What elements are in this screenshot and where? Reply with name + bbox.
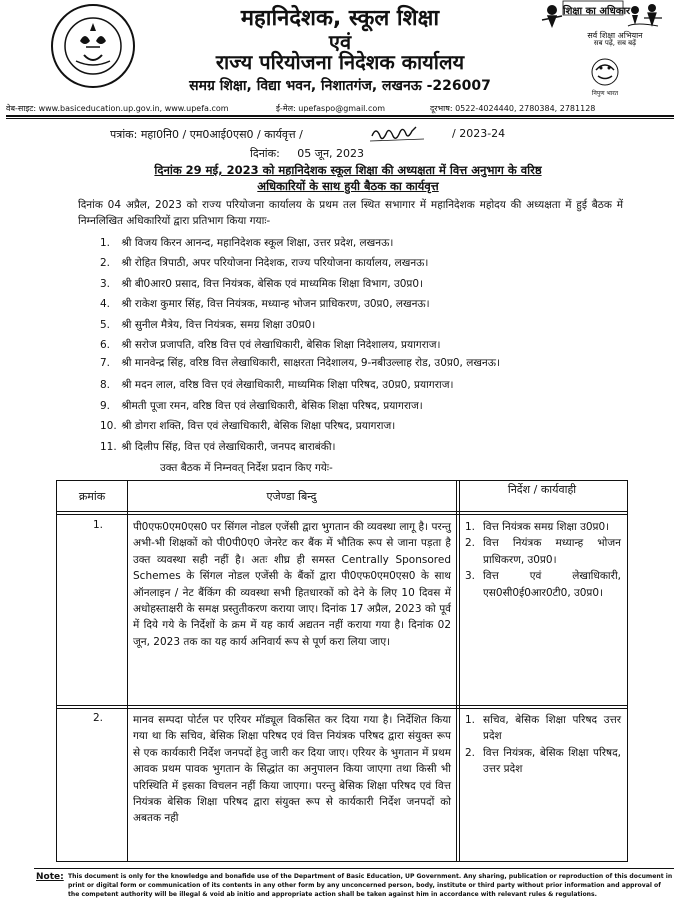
phone-text: दूरभाष: 0522-4024440, 2780384, 2781128 [430,104,596,113]
handwritten-number-icon [368,122,428,144]
table-row-actions [465,712,621,778]
action-item [465,535,621,568]
list-item-text: श्री सुनील मैत्रेय, वित्त नियंत्रक, समग्र शिक्षा उ0प्र0। [121,318,316,331]
header-divider-thin [6,118,674,119]
action-item-text: सचिव, बेसिक शिक्षा परिषद उत्तर प्रदेश [483,714,621,743]
list-item-number: 9. [100,399,111,412]
action-item-number: 1. [465,714,476,726]
list-item-text: श्री दिलीप सिंह, वित्त एवं लेखाधिकारी, जनपद बाराबंकी। [121,440,336,453]
list-item [100,315,630,335]
action-item-text: वित्त नियंत्रक मध्यान्ह भोजन प्राधिकरण, उ0प्र0। [483,537,621,566]
list-item [100,253,630,273]
contact-line [6,103,674,114]
list-item-text: श्री डोगरा शक्ति, वित्त एवं लेखाधिकारी, बेसिक शिक्षा परिषद, प्रयागराज। [121,420,396,433]
heading-line2: अधिकारियों के साथ हुयी बैठक का कार्यवृत्त [257,179,439,193]
table-row-agenda: पी0एफ0एम0एस0 पर सिंगल नोडल एजेंसी द्वारा भुगतान की व्यवस्था लागू है। परन्तु अभी-भी शिक्षकों को पी0पी0ए0 जेनरेट कर बैंक में भौतिक रूप से जाना पड़ता है उक्त व्यवस्था सही नहीं है। अतः शीघ्र ही समस्त Centrally Sponsored Schemes के सिंगल नोडल एजेंसी के बैंकों द्वारा पी0एफ0एम0एस0 के साथ ऑनलाइन / नेट बैंकिंग की व्यवस्था सभी हितधारकों को देने के लिए 10 दिवस में अधोहस्ताक्षरी के समक्ष प्रस्तुतीकरण कराया जाए। दिनांक 17 अप्रैल, 2023 को पूर्व में दिये गये के निर्देशों के क्रम में यह कार्य अद्यतन नहीं कराया गया है। दिनांक 02 जून, 2023 तक का यह कार्य अनिवार्य रूप से पूर्ण करा लिया जाए। [133,521,451,648]
list-item-number: 11. [100,440,117,453]
list-item-number: 7. [100,357,111,370]
list-item-number: 6. [100,339,111,352]
table-row-divider [57,708,627,709]
action-item-number: 2. [465,746,476,759]
table-header-agenda: एजेण्डा बिन्दु [266,490,317,503]
footer-divider [34,868,674,869]
list-item-number: 4. [100,298,111,311]
directions-intro: उक्त बैठक में निम्नवत् निर्देश प्रदान किए गयेः- [160,462,333,474]
table-row-actions [465,519,621,601]
list-item [100,294,630,314]
list-item [100,416,630,436]
list-item [100,437,630,457]
date-value: 05 जून, 2023 [297,147,365,160]
action-item-text: वित्त नियंत्रक, बेसिक शिक्षा परिषद, उत्तर प्रदेश [483,746,621,776]
office-title-line2: एवं [328,30,352,54]
heading-line1: दिनांक 29 मई, 2023 को महानिदेशक स्कूल शिक्षा की अध्यक्षता में वित्त अनुभाग के वरिष्ठ [154,163,542,177]
ssa-tagline: सब पढ़ें, सब बढ़ें [593,39,637,47]
list-item-number: 2. [100,257,111,270]
intro-paragraph: दिनांक 04 अप्रैल, 2023 को राज्य परियोजना कार्यालय के प्रथम तल स्थित सभागार में महानिदेशक महोदय की अध्यक्षता में हुई बैठक में निम्नलिखित अधिकारियों द्वारा प्रतिभाग किया गयाः- [78,199,623,227]
action-item-text: वित्त एवं लेखाधिकारी, एस0सी0ई0आर0टी0, उ0प्र0। [483,570,621,599]
attendee-list [100,233,630,457]
list-item-number: 8. [100,379,111,392]
list-item-text: श्री राकेश कुमार सिंह, वित्त नियंत्रक, मध्यान्ह भोजन प्राधिकरण, उ0प्र0, लखनऊ। [121,298,430,311]
table-column-divider [459,481,460,861]
reference-number: पत्रांक: महा0नि0 / एम0आई0एस0 / कार्यवृत्त / [110,128,303,141]
list-item [100,335,630,355]
office-title-line3: राज्य परियोजना निदेशक कार्यालय [215,50,465,74]
note-label: Note: [36,872,64,882]
website-text: वेब-साइट: www.basiceducation.up.gov.in, www.upefa.com [6,104,229,113]
list-item [100,274,630,294]
header-divider [6,115,674,117]
action-item [465,745,621,778]
action-item [465,568,621,601]
letter-date [250,146,364,161]
list-item [100,355,630,375]
action-item [465,712,621,745]
table-row-divider [57,705,627,706]
table-row-number: 2. [93,712,104,724]
ssa-slogan: सर्व शिक्षा अभियान [587,31,643,40]
table-header-number: क्रमांक [78,490,106,503]
nipun-logo-caption: निपुण भारत [591,90,619,97]
action-item-text: वित्त नियंत्रक समग्र शिक्षा उ0प्र0। [483,521,610,533]
up-government-emblem-icon [50,3,136,89]
list-item-text: श्री मदन लाल, वरिष्ठ वित्त एवं लेखाधिकारी, माध्यमिक शिक्षा परिषद, उ0प्र0, प्रयागराज। [121,379,454,392]
rte-slogan: शिक्षा का अधिकार [563,6,631,17]
list-item [100,233,630,253]
minutes-heading [78,162,618,194]
action-item-number: 1. [465,521,476,533]
list-item [100,396,630,416]
list-item [100,375,630,395]
list-item-text: श्री सरोज प्रजापति, वरिष्ठ वित्त एवं लेखाधिकारी, बेसिक शिक्षा निदेशालय, प्रयागराज। [121,339,441,352]
action-item [465,519,621,535]
list-item-text: श्री रोहित त्रिपाठी, अपर परियोजना निदेशक, राज्य परियोजना कार्यालय, लखनऊ। [121,257,429,270]
list-item-text: श्री विजय किरन आनन्द, महानिदेशक स्कूल शिक्षा, उत्तर प्रदेश, लखनऊ। [121,237,394,249]
table-header-divider [57,511,627,512]
office-title-line1: महानिदेशक, स्कूल शिक्षा [240,6,440,31]
table-header-divider [57,514,627,515]
date-label: दिनांक: [250,147,280,160]
table-column-divider [456,481,457,861]
list-item-number: 1. [100,237,111,249]
table-column-divider [127,481,128,861]
reference-year: / 2023-24 [452,127,506,140]
list-item-number: 5. [100,318,111,331]
office-address: समग्र शिक्षा, विद्या भवन, निशातगंज, लखनऊ -226007 [189,78,491,94]
list-item-number: 10. [100,420,117,433]
list-item-text: श्री बी0आर0 प्रसाद, वित्त नियंत्रक, बेसिक एवं माध्यमिक शिक्षा विभाग, उ0प्र0। [121,277,424,290]
email-text: ई-मेल: upefaspo@gmail.com [276,104,386,113]
action-item-number: 3. [465,570,476,583]
table-row-agenda: मानव सम्पदा पोर्टल पर एरियर मॉड्यूल विकसित कर दिया गया है। निर्देशित किया गया था कि सचिव, बेसिक शिक्षा परिषद एवं वित्त नियंत्रक परिषद द्वारा संयुक्त रूप से एक कार्यकारी निर्देश जनपदों हेतु जारी कर दिया जाए। एरियर के भुगतान में प्रथम आवक प्रथम पावक भुगतान के सिद्धांत का अनुपालन किया जाएगा तथा किसी भी परिस्थिति में इसका विचलन नहीं किया जाएगा। परन्तु बेसिक शिक्षा परिषद एवं वित्त नियंत्रक बेसिक शिक्षा परिषद द्वारा संयुक्त रूप से कार्यकारी निर्देश जनपदों को अबतक नही [133,714,451,825]
list-item-text: श्री मानवेन्द्र सिंह, वरिष्ठ वित्त लेखाधिकारी, साक्षरता निदेशालय, 9-नबीउल्लाह रोड, उ0प्र0, लखनऊ। [121,357,500,370]
list-item-number: 3. [100,277,111,290]
list-item-text: श्रीमती पूजा रमन, वरिष्ठ वित्त एवं लेखाधिकारी, बेसिक शिक्षा परिषद, प्रयागराज। [121,399,423,412]
action-item-number: 2. [465,537,476,550]
note-text: This document is only for the knowledge and bonafide use of the Department of Basic Education, UP Government. Any sharing, publication or reproduction of this document in print or digital form or communication of its contents in any other form by any unconcerned person, body, institute or third party without prior information and approval of the competent authority will be illegal & void ab initio and appropriate action shall be taken against him in accordance with relevant rules & regulations. [68,873,673,898]
directions-table [56,480,628,862]
table-header-action: निर्देश / कार्यवाही [507,483,577,496]
table-row-number: 1. [93,519,104,531]
